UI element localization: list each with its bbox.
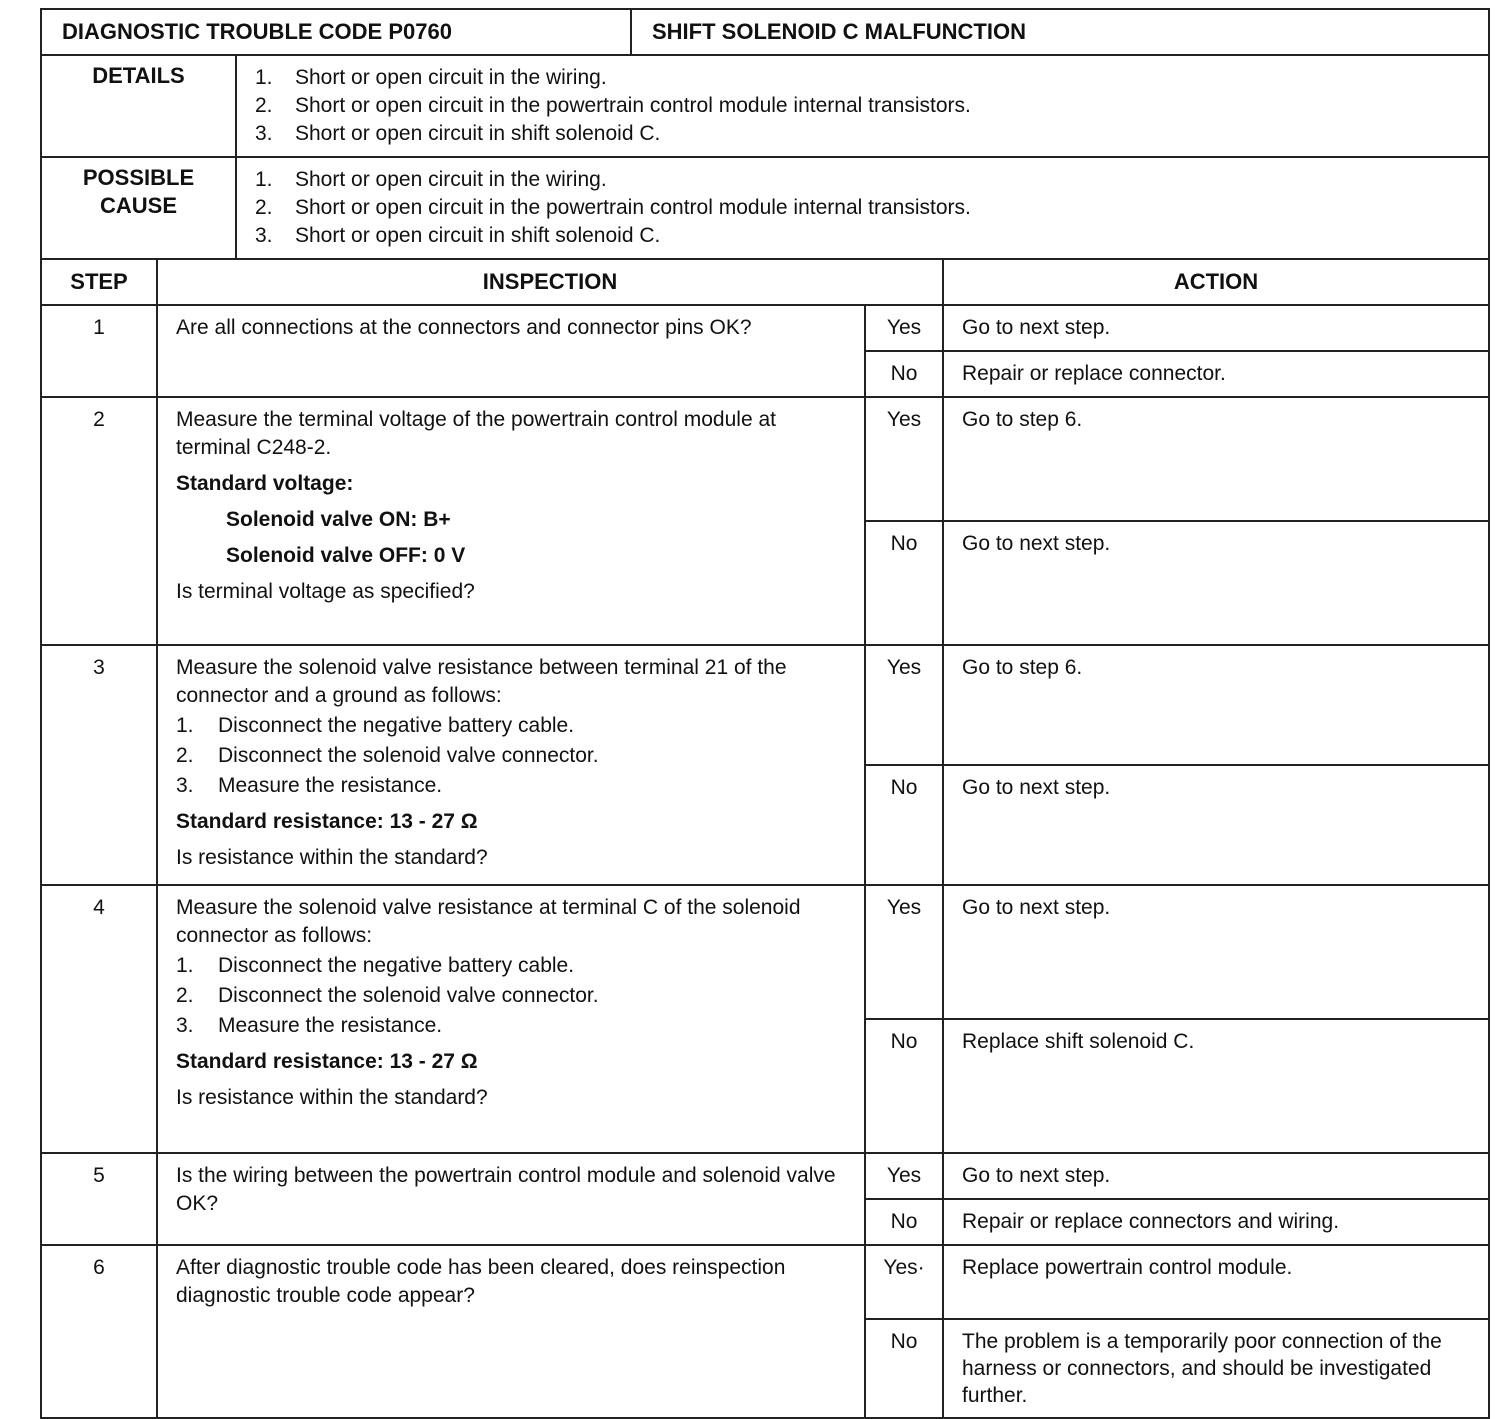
list-item: 2. Short or open circuit in the powertrain control module internal transistors. [255,196,971,219]
table-row [41,1153,1489,1199]
list-item: 1. Disconnect the negative battery cable. [176,714,575,737]
step-question: Is resistance within the standard? [176,846,488,869]
col-action: ACTION [943,259,1489,305]
no-label: No [865,521,943,645]
steps-table [40,258,1490,1419]
yes-action: Go to next step. [943,305,1489,351]
no-label: No [865,1319,943,1418]
step-inspection: Measure the terminal voltage of the powertrain control module at terminal C248-2. Standard voltage: Solenoid valve ON: B+ Solenoid valve OFF: 0 V Is terminal voltage as specified? [157,397,865,645]
step-number: 6 [41,1245,157,1418]
yes-action: Go to next step. [943,885,1489,1019]
list-item: 3. Short or open circuit in shift solenoid C. [255,122,661,145]
yes-action: Go to next step. [943,1153,1489,1199]
diagnostic-page [40,8,1490,1419]
list-item: 3. Measure the resistance. [176,1014,443,1037]
step-inspection: After diagnostic trouble code has been cleared, does reinspection diagnostic trouble code appear? [157,1245,865,1418]
yes-label: Yes· [865,1245,943,1319]
list-item: 2. Disconnect the solenoid valve connector. [176,744,599,767]
step-number: 4 [41,885,157,1153]
yes-action: Go to step 6. [943,645,1489,765]
step-inspection: Measure the solenoid valve resistance at terminal C of the solenoid connector as follows: 1. Disconnect the negative battery cable. 2. Disconnect the solenoid valve connector. 3. Measure the resistance. Standard resistance: 13 - 27 Ω Is resistance within the standard? [157,885,865,1153]
details-label: DETAILS [41,55,236,157]
trouble-code: DIAGNOSTIC TROUBLE CODE P0760 [41,9,631,55]
table-row [41,885,1489,1019]
list-item: 1. Short or open circuit in the wiring. [255,66,607,89]
spec-value: Standard resistance: 13 - 27 Ω [176,810,478,833]
no-action: Repair or replace connectors and wiring. [943,1199,1489,1245]
yes-label: Yes [865,885,943,1019]
no-action: Go to next step. [943,521,1489,645]
no-label: No [865,1019,943,1153]
yes-label: Yes [865,1153,943,1199]
possible-cause-list [236,157,1489,259]
spec-value: Standard resistance: 13 - 27 Ω [176,1050,478,1073]
no-action: The problem is a temporarily poor connection of the harness or connectors, and should be investigated further. [943,1319,1489,1418]
table-row [41,645,1489,765]
no-label: No [865,1199,943,1245]
list-item: 3. Short or open circuit in shift solenoid C. [255,224,661,247]
table-row [41,397,1489,521]
step-number: 5 [41,1153,157,1245]
list-item: 3. Measure the resistance. [176,774,443,797]
step-number: 1 [41,305,157,397]
list-item: 2. Disconnect the solenoid valve connector. [176,984,599,1007]
col-step: STEP [41,259,157,305]
yes-label: Yes [865,397,943,521]
list-item: 1. Short or open circuit in the wiring. [255,168,607,191]
table-row [41,1245,1489,1319]
no-label: No [865,351,943,397]
spec-on: Solenoid valve ON: B+ [226,508,451,531]
step-inspection: Measure the solenoid valve resistance between terminal 21 of the connector and a ground as follows: 1. Disconnect the negative battery cable. 2. Disconnect the solenoid valve connector. 3. Measure the resistance. Standard resistance: 13 - 27 Ω Is resistance within the standard? [157,645,865,885]
no-action: Replace shift solenoid C. [943,1019,1489,1153]
step-number: 2 [41,397,157,645]
col-inspection: INSPECTION [157,259,943,305]
list-item: 1. Disconnect the negative battery cable. [176,954,575,977]
step-inspection: Are all connections at the connectors and connector pins OK? [157,305,865,397]
malfunction-title: SHIFT SOLENOID C MALFUNCTION [631,9,1489,55]
step-inspection: Is the wiring between the powertrain control module and solenoid valve OK? [157,1153,865,1245]
yes-label: Yes [865,645,943,765]
spec-title: Standard voltage: [176,472,354,495]
no-label: No [865,765,943,885]
possible-cause-label: POSSIBLE CAUSE [41,157,236,259]
details-list [236,55,1489,157]
header-table [40,8,1490,56]
step-question: Is resistance within the standard? [176,1086,488,1109]
yes-action: Go to step 6. [943,397,1489,521]
step-number: 3 [41,645,157,885]
column-header-row [41,259,1489,305]
spec-off: Solenoid valve OFF: 0 V [226,544,466,567]
step-question: Is terminal voltage as specified? [176,580,475,603]
table-row [41,305,1489,351]
yes-label: Yes [865,305,943,351]
yes-action: Replace powertrain control module. [943,1245,1489,1319]
no-action: Repair or replace connector. [943,351,1489,397]
info-table [40,54,1490,260]
list-item: 2. Short or open circuit in the powertrain control module internal transistors. [255,94,971,117]
no-action: Go to next step. [943,765,1489,885]
